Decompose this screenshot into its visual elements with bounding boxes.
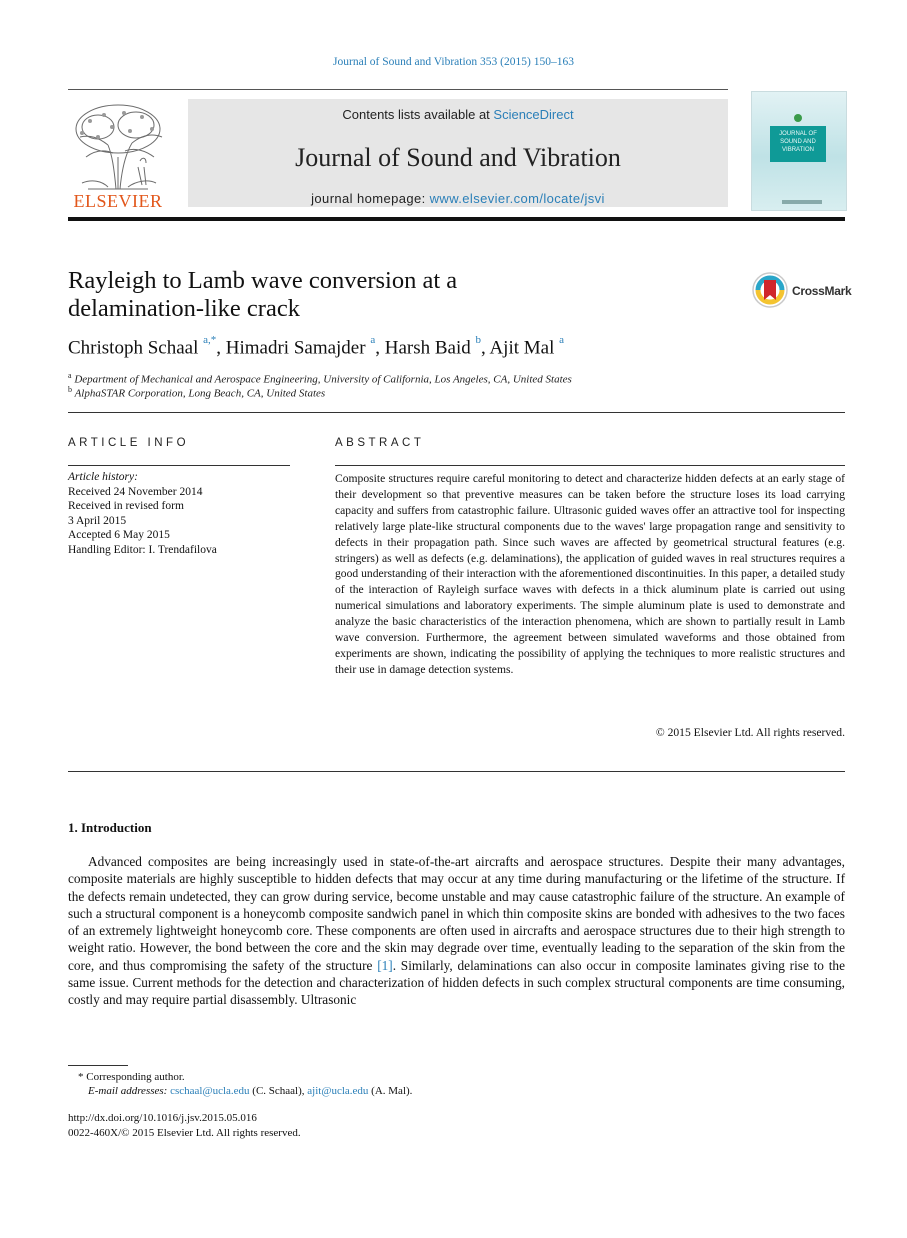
crossmark-label: CrossMark <box>792 284 852 298</box>
title-line-2: delamination-like crack <box>68 295 300 322</box>
reference-link[interactable]: [1] <box>377 957 393 973</box>
history-line: Received in revised form <box>68 500 184 513</box>
cover-title: JOURNAL OF SOUND AND VIBRATION <box>770 126 826 162</box>
email-owner: (C. Schaal), <box>249 1085 308 1097</box>
author-affiliation-mark[interactable]: b <box>475 334 481 346</box>
masthead <box>68 89 845 219</box>
abstract-rule <box>335 465 845 466</box>
abstract-bottom-divider <box>68 771 845 772</box>
journal-cover-thumbnail[interactable] <box>751 91 847 211</box>
affiliation-text: Department of Mechanical and Aerospace Engineering, University of California, Los Angeles, CA, United States <box>74 373 572 386</box>
abstract-copyright: © 2015 Elsevier Ltd. All rights reserved. <box>655 726 845 739</box>
cover-footer-bar <box>782 200 822 204</box>
crossmark-badge[interactable] <box>752 272 852 312</box>
article-history <box>68 470 290 558</box>
intro-text-part-1: Advanced composites are being increasingly used in state-of-the-art aircrafts and aerospace structures. Despite their many advantages, composite materials are highly susceptible to hidden defects that may occur at any time during manufacturing or the lifetime of the structure. If the defects remain undetected, they can grow during service, become unstable and may cause catastrophic failure of the structure. An example of such a structural component is a honeycomb composite sandwich panel in which thin composite skins are bonded with adhesives to the two faces of an extremely lightweight honeycomb core. These components are often used in aircrafts and aerospace structures due to their high strength to weight ratio. However, the bond between the core and the skin may degrade over time, eventually leading to the separation of the skin from the core, and thus compromising the safety of the structure <box>68 854 845 973</box>
author-list: Christoph Schaal $^{a,*}$, Himadri Samajder $^a$, Harsh Baid $^b$, Ajit Mal $^a$ <box>68 334 564 359</box>
author-name: Himadri Samajder <box>225 337 366 359</box>
footnote-rule <box>68 1065 128 1066</box>
author-name: Ajit Mal <box>489 337 555 359</box>
homepage-link[interactable]: www.elsevier.com/locate/jsvi <box>429 191 605 206</box>
email-link[interactable]: cschaal@ucla.edu <box>170 1085 250 1097</box>
abstract-heading: ABSTRACT <box>335 437 425 449</box>
history-label: Article history: <box>68 471 138 483</box>
journal-citation[interactable]: Journal of Sound and Vibration 353 (2015) 150–163 <box>333 56 574 68</box>
history-line: Accepted 6 May 2015 <box>68 529 170 542</box>
doi-link[interactable]: http://dx.doi.org/10.1016/j.jsv.2015.05.016 <box>68 1112 257 1124</box>
header-divider <box>68 412 845 413</box>
issn-copyright: 0022-460X/© 2015 Elsevier Ltd. All rights reserved. <box>68 1127 301 1139</box>
history-line: Handling Editor: I. Trendafilova <box>68 543 217 556</box>
corresponding-author-note: * Corresponding author. <box>78 1071 185 1083</box>
email-owner: (A. Mal). <box>368 1085 413 1097</box>
affiliation-mark: b <box>68 385 72 394</box>
homepage-prefix: journal homepage: <box>311 191 430 206</box>
sciencedirect-link[interactable]: ScienceDirect <box>493 107 574 122</box>
affiliation-text: AlphaSTAR Corporation, Long Beach, CA, United States <box>74 387 326 400</box>
crossmark-icon <box>752 272 788 308</box>
introduction-paragraph <box>68 853 845 1009</box>
publisher-wordmark: ELSEVIER <box>73 191 163 211</box>
section-heading-introduction: 1. Introduction <box>68 820 152 835</box>
masthead-bottom-rule <box>68 217 845 221</box>
title-line-1: Rayleigh to Lamb wave conversion at a <box>68 267 458 294</box>
affiliation-a <box>68 371 572 386</box>
author-name: Harsh Baid <box>384 337 471 359</box>
article-title <box>68 267 668 323</box>
contents-line <box>188 107 728 122</box>
affiliation-mark: a <box>68 371 72 380</box>
intro-text-part-2: . Similarly, delaminations can also occur in composite laminates giving rise to the same issue. Current methods for the detection and characterization of hidden defects in such complex structural components are time consuming, costly and may require partial disassembly. Ultrasonic <box>68 957 845 1008</box>
history-line: Received 24 November 2014 <box>68 485 203 498</box>
masthead-top-rule <box>68 89 728 90</box>
abstract-text: Composite structures require careful monitoring to detect and characterize hidden defects at an early stage of their development so that preventive measures can be taken before the structure loses its load carrying capacity and suffers from catastrophic failure. Ultrasonic guided waves offer an attractive tool for inspecting relatively large plate-like structural components due to the waves' large propagation range and sensitivity to defects in their propagation path. Since such waves are affected by geometrical structural features (e.g. stringers) as well as defects (e.g. delaminations), the application of guided waves in real structures requires a good understanding of their interaction with the aforementioned discontinuities. In this paper, a detailed study of the interaction of Rayleigh surface waves with defects in a thick aluminum plate is carried out using numerical simulations and laboratory experiments. The simple aluminum plate is used to demonstrate and analyze the basic characteristics of the interaction phenomena, which are shown to partially result in Lamb wave conversion. Furthermore, the agreement between simulated waveforms and those obtained from experiments are shown, indicating the possibility of applying the techniques to more realistic structures and their use in damage detection systems. <box>335 472 845 676</box>
cover-emblem-icon <box>794 114 802 122</box>
author-affiliation-mark[interactable]: a <box>559 334 564 346</box>
email-addresses <box>88 1085 412 1097</box>
article-info-rule <box>68 465 290 466</box>
author-affiliation-mark[interactable]: a <box>370 334 376 346</box>
history-line: 3 April 2015 <box>68 514 127 527</box>
author-affiliation-mark[interactable]: a,* <box>203 334 217 346</box>
email-label: E-mail addresses: <box>88 1085 171 1097</box>
journal-name: Journal of Sound and Vibration <box>295 143 621 172</box>
journal-banner <box>188 99 728 207</box>
article-info-heading: ARTICLE INFO <box>68 437 190 449</box>
homepage-line <box>188 191 728 206</box>
email-link[interactable]: ajit@ucla.edu <box>307 1085 369 1097</box>
author-name: Christoph Schaal <box>68 337 199 359</box>
affiliation-b <box>68 385 325 400</box>
contents-prefix: Contents lists available at <box>342 107 494 122</box>
